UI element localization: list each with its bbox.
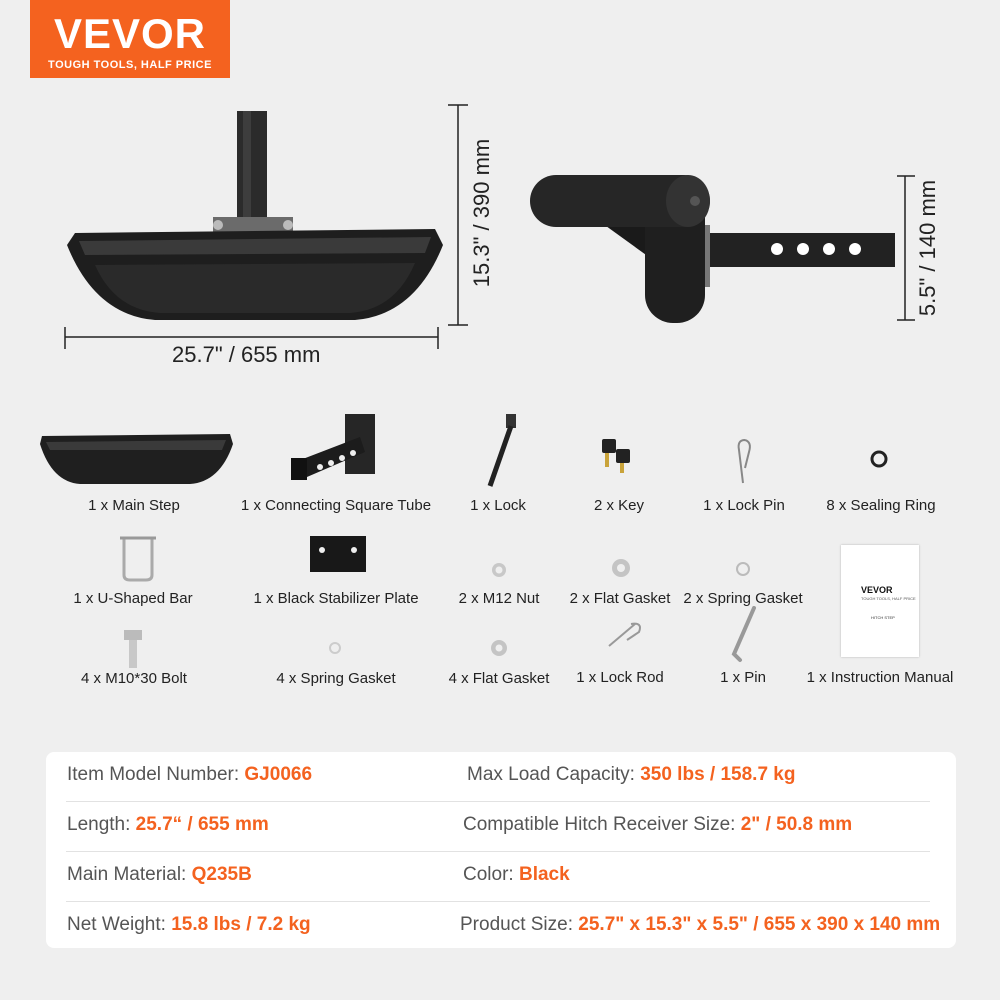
- spec-label: Main Material:: [67, 864, 192, 885]
- spec-value: 25.7“ / 655 mm: [135, 814, 269, 835]
- spec-length: [67, 814, 269, 836]
- sealing-ring-icon: [868, 448, 890, 470]
- hitch-step-side-view: [520, 165, 900, 335]
- manual-title: HITCH STEP: [871, 615, 895, 620]
- part-label-sealing-ring: 8 x Sealing Ring: [826, 497, 936, 514]
- manual-tagline: TOUGH TOOLS, HALF PRICE: [861, 596, 916, 601]
- main-step-icon: [40, 430, 235, 490]
- spec-receiver-size: [463, 814, 852, 836]
- part-label-manual: 1 x Instruction Manual: [806, 669, 954, 686]
- vevor-logo: [30, 0, 230, 78]
- pin-icon: [726, 606, 762, 666]
- spec-value: 15.8 lbs / 7.2 kg: [171, 914, 311, 935]
- part-label-pin: 1 x Pin: [720, 669, 766, 686]
- part-label-stabilizer-plate: 1 x Black Stabilizer Plate: [253, 590, 419, 607]
- part-label-square-tube: 1 x Connecting Square Tube: [240, 497, 432, 514]
- spec-value: 25.7" x 15.3" x 5.5" / 655 x 390 x 140 mm: [578, 914, 941, 935]
- spec-color: [463, 864, 570, 886]
- flat-gasket-icon: [487, 636, 511, 660]
- spec-label: Max Load Capacity:: [467, 764, 641, 785]
- u-bar-icon: [118, 530, 158, 582]
- spec-value: Q235B: [191, 864, 252, 885]
- spec-material: [67, 864, 252, 886]
- manual-brand: VEVOR: [861, 585, 893, 595]
- part-label-spring-gasket-2: 2 x Spring Gasket: [683, 590, 803, 607]
- key-icon: [598, 435, 638, 475]
- part-label-lock-rod: 1 x Lock Rod: [576, 669, 664, 686]
- spec-row: [46, 802, 956, 852]
- height-dimension-line: [440, 100, 470, 330]
- part-label-lock-pin: 1 x Lock Pin: [703, 497, 785, 514]
- depth-dimension-label: 5.5" / 140 mm: [915, 179, 940, 317]
- spec-label: Item Model Number:: [67, 764, 245, 785]
- part-label-bolt: 4 x M10*30 Bolt: [81, 670, 187, 687]
- hitch-step-front-view: [55, 105, 455, 355]
- square-tube-icon: [285, 412, 390, 492]
- spec-row: [46, 852, 956, 902]
- spec-label: Color:: [463, 864, 519, 885]
- spec-value: 350 lbs / 158.7 kg: [640, 764, 796, 785]
- part-label-lock: 1 x Lock: [470, 497, 526, 514]
- stabilizer-plate-icon: [308, 532, 368, 577]
- height-dimension-label: 15.3" / 390 mm: [469, 138, 494, 288]
- spec-label: Length:: [67, 814, 136, 835]
- part-label-key: 2 x Key: [593, 497, 645, 514]
- logo-brand-name: VEVOR: [53, 10, 207, 57]
- lock-rod-icon: [605, 620, 645, 650]
- spring-gasket-icon: [327, 640, 343, 656]
- spring-gasket-icon: [734, 560, 752, 578]
- spec-table: [46, 752, 956, 948]
- spec-model: [67, 764, 312, 786]
- flat-gasket-icon: [609, 556, 633, 580]
- spec-max-load: [467, 764, 795, 786]
- part-label-u-bar: 1 x U-Shaped Bar: [73, 590, 193, 607]
- spec-row: [46, 902, 956, 952]
- spec-label: Product Size:: [460, 914, 579, 935]
- part-label-main-step: 1 x Main Step: [88, 497, 180, 514]
- spec-label: Net Weight:: [67, 914, 172, 935]
- part-label-flat-gasket-2: 2 x Flat Gasket: [569, 590, 671, 607]
- bolt-icon: [122, 628, 144, 670]
- manual-icon: [841, 545, 919, 657]
- nut-icon: [489, 560, 509, 580]
- spec-label: Compatible Hitch Receiver Size:: [463, 814, 741, 835]
- lock-icon: [478, 412, 518, 490]
- part-label-spring-gasket-4: 4 x Spring Gasket: [276, 670, 396, 687]
- spec-net-weight: [67, 914, 311, 936]
- spec-product-size: [460, 914, 940, 936]
- lock-pin-icon: [735, 438, 755, 488]
- part-label-m12-nut: 2 x M12 Nut: [458, 590, 540, 607]
- part-label-flat-gasket-4: 4 x Flat Gasket: [448, 670, 550, 687]
- spec-value: GJ0066: [244, 764, 313, 785]
- width-dimension-label: 25.7" / 655 mm: [172, 342, 321, 367]
- spec-value: 2" / 50.8 mm: [740, 814, 853, 835]
- spec-value: Black: [518, 864, 570, 885]
- logo-tagline: TOUGH TOOLS, HALF PRICE: [48, 59, 212, 71]
- spec-row: [46, 752, 956, 802]
